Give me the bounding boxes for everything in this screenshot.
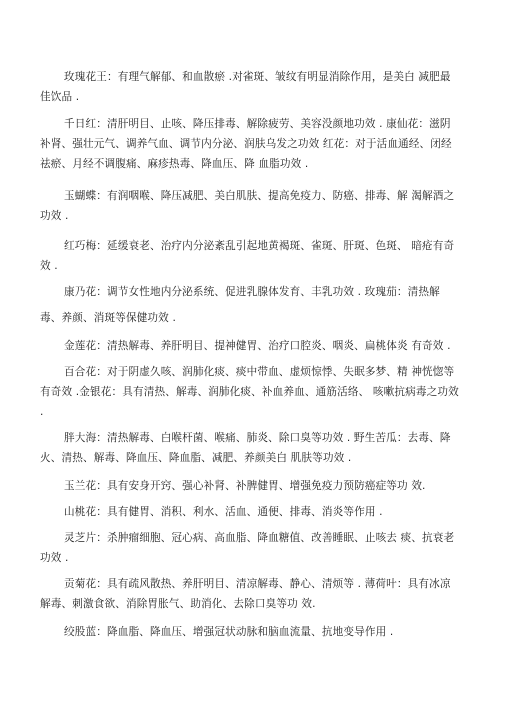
paragraph-plum-blossom: 红巧梅：延缓衰老、治疗内分泌紊乱引起地黄褐斑、雀斑、肝斑、色斑、 暗疮有奇效 . bbox=[40, 240, 455, 272]
paragraph-carnation-continued: 毒、养颜、消斑等保健功效 . bbox=[40, 312, 176, 324]
paragraph-rose-king: 玫瑰花王：有理气解郁、和血散瘀 .对雀斑、皱纹有明显消除作用，是美白 减肥最佳饮品 . bbox=[40, 71, 451, 103]
paragraph-chrysanthemum: 贡菊花：具有疏风散热、养肝明目、清凉解毒、静心、清烦等 . 薄荷叶：具有冰凉解毒、刺激食欲、消除胃胀气、助消化、去除口臭等功 效. bbox=[40, 578, 451, 610]
paragraph-butterfly: 玉蝴蝶：有润咽喉、降压减肥、美白肌肤、提高免疫力、防癌、排毒、解 渴解酒之功效 . bbox=[40, 190, 455, 222]
paragraph-magnolia: 玉兰花：具有安身开窍、强心补肾、补脾健胃、增强免疫力预防癌症等功 效. bbox=[64, 480, 426, 492]
paragraph-globe-amaranth: 千日红：清肝明目、止咳、降压排毒、解除疲劳、美容没颜地功效 . 康仙花：滋阴补肾、强壮元气、调养气血、调节内分泌、润肤乌发之功效 红花：对于活血通经、闭经祛瘀、月经不调腹痛、麻疹热毒、降血压、降 血脂功效 . bbox=[40, 118, 452, 170]
paragraph-malva-nut: 胖大海：清热解毒、白喉杆菌、喉痛、肺炎、除口臭等功效 . 野生苦瓜：去毒、降火、清热、解毒、降血压、降血脂、减肥、养颜美白 肌肤等功效 . bbox=[40, 432, 451, 464]
paragraph-gynostemma: 绞股蓝：降血脂、降血压、增强冠状动脉和脑血流量、抗地变导作用 . bbox=[64, 626, 394, 638]
paragraph-peach-blossom: 山桃花：具有健胃、消积、利水、活血、通便、排毒、消炎等作用 . bbox=[64, 506, 383, 518]
paragraph-carnation: 康乃花：调节女性地内分泌系统、促进乳腺体发育、丰乳功效 . 玫瑰茄：清热解 bbox=[64, 286, 440, 298]
paragraph-lingzhi: 灵芝片：杀肿瘤细胞、冠心病、高血脂、降血糖值、改善睡眠、止咳去 痰、抗衰老功效 . bbox=[40, 532, 455, 564]
paragraph-lily: 百合花：对于阴虚久咳、润肺化痰、痰中带血、虚烦惊悸、失眠多梦、精 神恍惚等有奇效 .金银花：具有清热、解毒、润肺化痰、补血养血、通筋活络、 咳嗽抗病毒之功效 . bbox=[40, 366, 459, 418]
paragraph-globeflower: 金莲花：清热解毒、养肝明目、提神健胃、治疗口腔炎、咽炎、扁桃体炎 有奇效 . bbox=[64, 340, 451, 352]
